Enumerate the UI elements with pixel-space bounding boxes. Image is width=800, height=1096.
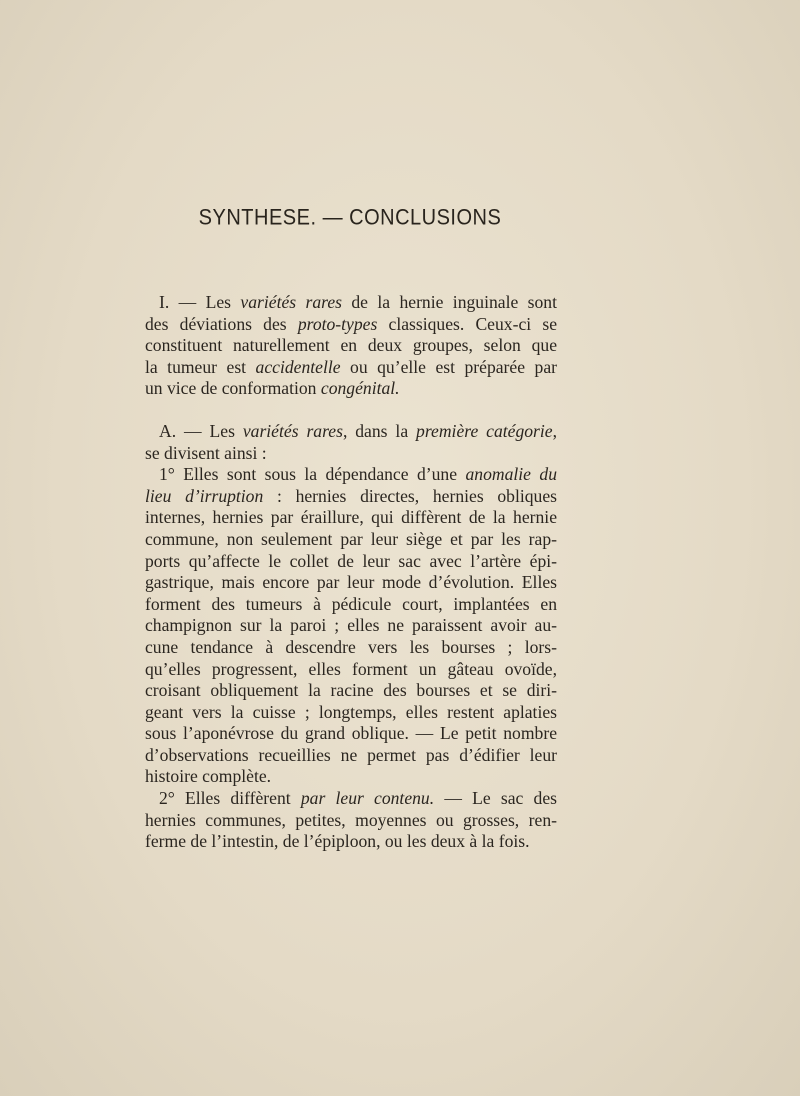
paragraph-3: [145, 464, 557, 788]
paragraph-4: [145, 788, 557, 853]
paragraph-2: [145, 421, 557, 464]
text-run: — Le sac des: [434, 788, 557, 809]
text-run: ou qu’elle est préparée par: [340, 356, 557, 377]
paragraph-gap: [145, 400, 557, 421]
text-run: des déviations des: [145, 313, 298, 334]
text-run: histoire complète.: [145, 766, 272, 787]
italic-text: congénital.: [320, 378, 400, 399]
text-run: croisant obliquement la racine des bourses et se diri-: [145, 680, 557, 701]
text-line: [145, 745, 557, 767]
text-run: : hernies directes, hernies obliques: [263, 485, 557, 506]
text-run: ,: [552, 420, 558, 441]
text-run: de la hernie inguinale sont: [342, 292, 557, 312]
text-run: A. — Les: [159, 420, 243, 441]
italic-text: proto-types: [297, 313, 378, 334]
text-run: 1° Elles sont sous la dépendance d’une: [159, 464, 466, 485]
text-run: qu’elles progressent, elles forment un gâteau ovoïde,: [145, 658, 557, 679]
text-run: 2° Elles diffèrent: [159, 788, 301, 809]
text-run: hernies communes, petites, moyennes ou grosses, ren-: [145, 809, 557, 830]
italic-text: anomalie du: [465, 464, 557, 485]
text-line: [145, 572, 557, 594]
text-line: [145, 723, 557, 745]
text-line: [145, 486, 557, 508]
page-title: SYNTHESE. — CONCLUSIONS: [198, 205, 502, 231]
text-line: [145, 659, 557, 681]
text-line: [145, 788, 557, 810]
text-line: [145, 680, 557, 702]
text-line: [145, 637, 557, 659]
text-run: la tumeur est: [145, 356, 256, 377]
text-run: cune tendance à descendre vers les bourses ; lors-: [145, 636, 557, 657]
text-run: sous l’aponévrose du grand oblique. — Le petit nombre: [145, 723, 557, 744]
text-line: [145, 357, 557, 379]
text-run: constituent naturellement en deux groupes, selon que: [145, 335, 557, 356]
text-line: [145, 810, 557, 832]
text-run: forment des tumeurs à pédicule court, implantées en: [145, 593, 557, 614]
text-run: geant vers la cuisse ; longtemps, elles restent aplaties: [145, 701, 557, 722]
text-line: [145, 314, 557, 336]
italic-text: par leur contenu.: [300, 788, 435, 809]
text-line: [145, 443, 557, 465]
text-line: [145, 464, 557, 486]
text-line: [145, 551, 557, 573]
text-line: [145, 831, 557, 853]
text-line: [145, 766, 557, 788]
text-line: [145, 594, 557, 616]
text-run: un vice de conformation: [145, 378, 321, 399]
text-run: commune, non seulement par leur siège et par les rap-: [145, 528, 557, 549]
text-run: internes, hernies par éraillure, qui diffèrent de la hernie: [145, 507, 557, 528]
text-line: [145, 702, 557, 724]
italic-text: variétés rares: [242, 420, 343, 441]
text-run: d’observations recueillies ne permet pas d’édifier leur: [145, 744, 557, 765]
text-line: [145, 378, 557, 400]
text-line: [145, 615, 557, 637]
text-run: ports qu’affecte le collet de leur sac avec l’artère épi-: [145, 550, 557, 571]
text-line: [145, 421, 557, 443]
body-text: [145, 292, 557, 853]
text-run: I. — Les: [159, 292, 241, 312]
italic-text: accidentelle: [255, 356, 341, 377]
text-line: [145, 292, 557, 314]
paragraph-1: [145, 292, 557, 400]
italic-text: lieu d’irruption: [145, 485, 264, 506]
text-line: [145, 335, 557, 357]
italic-text: variétés rares: [240, 292, 342, 312]
text-run: se divisent ainsi :: [145, 442, 267, 463]
italic-text: première catégorie: [416, 420, 553, 441]
text-run: gastrique, mais encore par leur mode d’évolution. Elles: [145, 572, 557, 593]
text-run: , dans la: [342, 420, 417, 441]
text-run: classiques. Ceux-ci se: [377, 313, 557, 334]
text-run: ferme de l’intestin, de l’épiploon, ou les deux à la fois.: [145, 831, 530, 852]
text-line: [145, 529, 557, 551]
text-run: champignon sur la paroi ; elles ne paraissent avoir au-: [145, 615, 557, 636]
text-line: [145, 507, 557, 529]
